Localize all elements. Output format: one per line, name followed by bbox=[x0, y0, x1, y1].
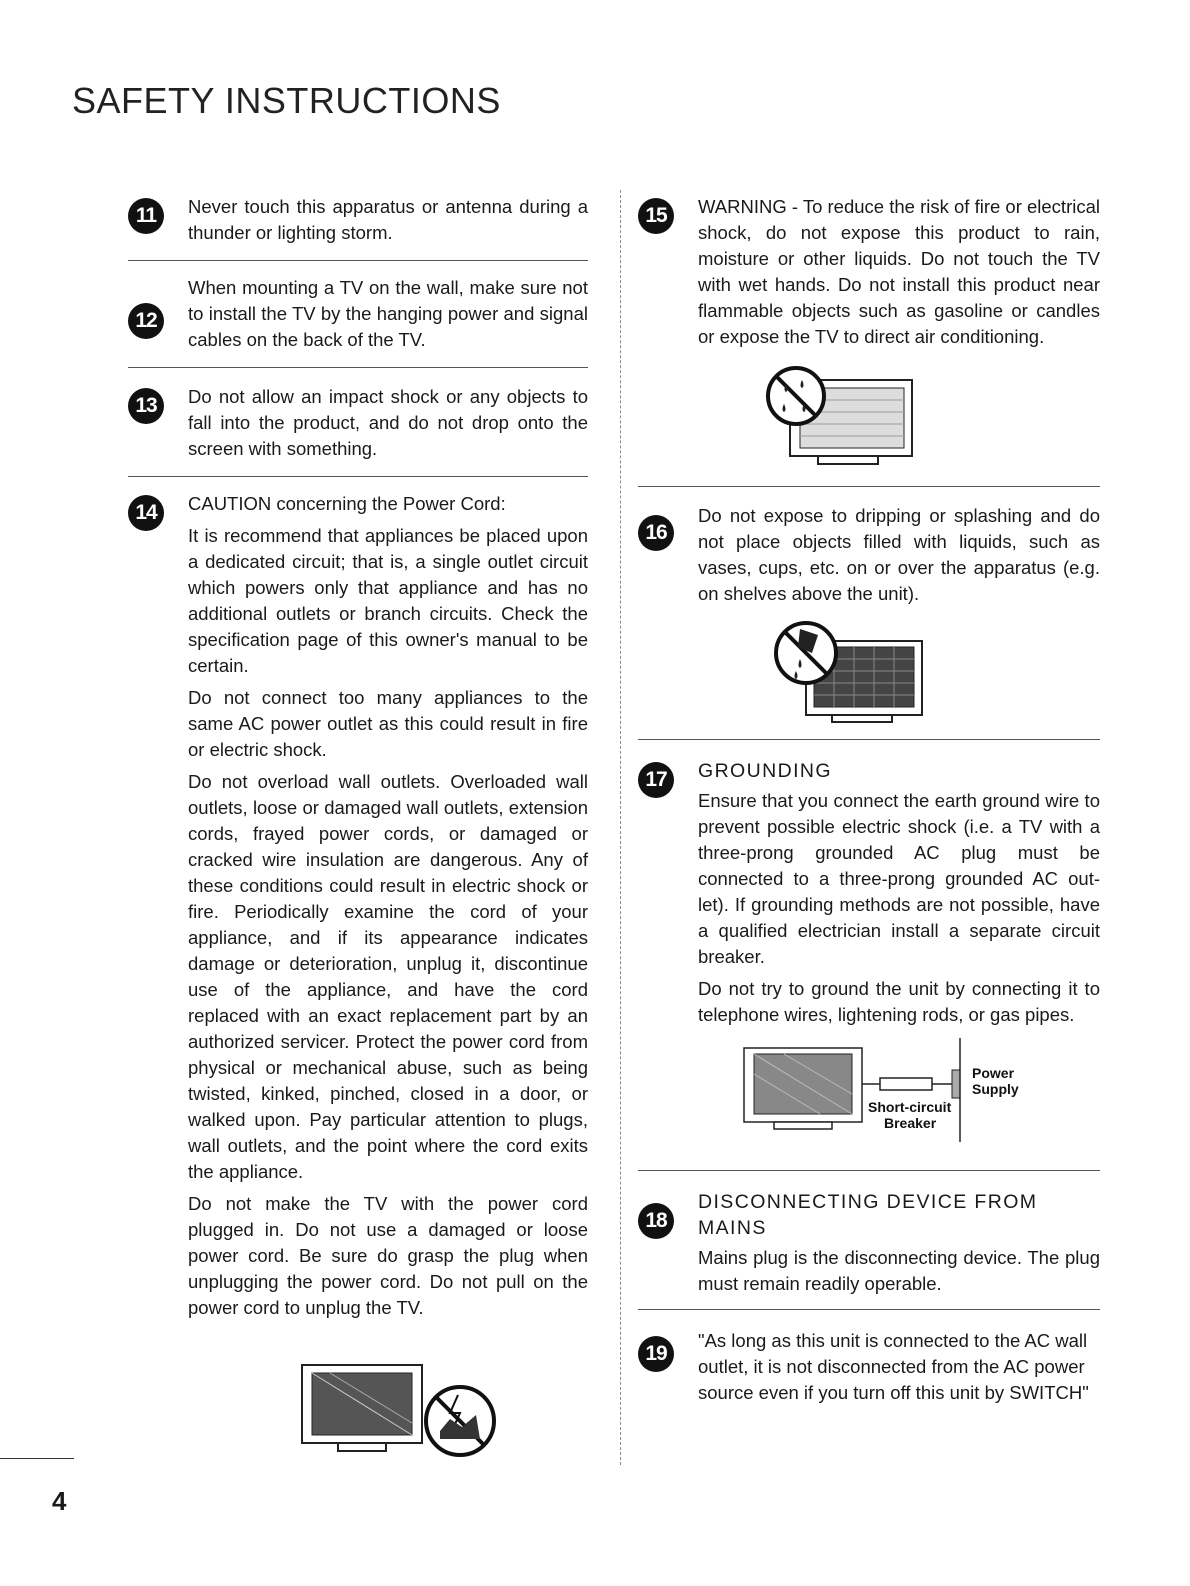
item-number-badge: 11 bbox=[128, 198, 164, 234]
section-divider bbox=[638, 1170, 1100, 1171]
safety-item-17 bbox=[638, 758, 1100, 1028]
item-number-badge: 12 bbox=[128, 303, 164, 339]
breaker-label: Breaker bbox=[884, 1115, 937, 1131]
section-divider bbox=[638, 486, 1100, 487]
page-number: 4 bbox=[52, 1486, 67, 1516]
item-text: Ensure that you connect the earth ground wire to prevent possible electric shock (i.e. a TV with a three-prong grounded AC plug must be connected to a three-prong grounded AC out-let). If grounding methods are not possible, have a qualified electrician install a separate circuit breaker. bbox=[698, 790, 1100, 967]
item-number-badge: 18 bbox=[638, 1203, 674, 1239]
supply-label: Supply bbox=[972, 1081, 1019, 1097]
safety-item-13 bbox=[128, 384, 588, 462]
no-storm-tv-illustration bbox=[300, 1361, 530, 1461]
safety-item-15 bbox=[638, 194, 1100, 350]
item-text: Do not try to ground the unit by connecting it to telephone wires, lightening rods, or gas pipes. bbox=[698, 978, 1100, 1025]
item-text: Do not overload wall outlets. Overloaded wall outlets, loose or damaged wall outlets, extension cords, frayed power cords, or damaged or cracked wire insulation are dangerous. Any of these conditions could result in electric shock or fire. Periodically examine the cord of your appliance, and if its appearance indicates damage or deterioration, unplug it, discontinue use of the appliance, and have the cord replaced with an exact replacement part by an authorized servicer. Protect the power cord from physical or mechanical abuse, such as being twisted, kinked, pinched, closed in a door, or walked upon. Pay particular attention to plugs, wall outlets, and the point where the cord exits the appliance. bbox=[188, 771, 588, 1182]
no-liquid-vase-illustration bbox=[770, 619, 930, 725]
item-text: "As long as this unit is connected to the AC wall outlet, it is not disconnected from the AC power source even if you turn off this unit by SWITCH" bbox=[698, 1330, 1089, 1403]
page-title: SAFETY INSTRUCTIONS bbox=[72, 80, 501, 121]
item-text: Do not connect too many appliances to the same AC power outlet as this could result in fire or electric shock. bbox=[188, 687, 588, 760]
section-divider bbox=[128, 260, 588, 261]
footer-rule bbox=[0, 1458, 74, 1459]
section-divider bbox=[128, 367, 588, 368]
item-text: Mains plug is the disconnecting device. The plug must remain readily operable. bbox=[698, 1247, 1100, 1294]
safety-item-16 bbox=[638, 503, 1100, 607]
item-number-badge: 14 bbox=[128, 495, 164, 531]
item-number-badge: 13 bbox=[128, 388, 164, 424]
no-water-tv-illustration bbox=[764, 364, 924, 468]
item-number-badge: 19 bbox=[638, 1336, 674, 1372]
section-divider bbox=[638, 739, 1100, 740]
left-column bbox=[128, 190, 588, 1461]
safety-item-19 bbox=[638, 1328, 1100, 1406]
short-circuit-label: Short-circuit bbox=[868, 1099, 952, 1115]
item-text: CAUTION concerning the Power Cord: bbox=[188, 493, 506, 514]
column-divider bbox=[620, 190, 621, 1465]
item-text: Do not make the TV with the power cord plugged in. Do not use a damaged or loose power cord. Be sure do grasp the plug when unplugging the power cord. Do not pull on the power cord to unplug the TV. bbox=[188, 1193, 588, 1318]
safety-item-18 bbox=[638, 1189, 1100, 1297]
safety-item-11 bbox=[128, 194, 588, 246]
item-text: It is recommend that appliances be placed upon a dedicated circuit; that is, a single outlet circuit which powers only that appliance and has no additional outlets or branch circuits. Check the specification page of this owner's manual to be certain. bbox=[188, 525, 588, 676]
section-divider bbox=[638, 1309, 1100, 1310]
item-text: Do not expose to dripping or splashing and do not place objects filled with liquids, such as vases, cups, etc. on or over the apparatus (e.g. on shelves above the unit). bbox=[698, 505, 1100, 604]
right-column bbox=[638, 190, 1100, 1412]
item-text: WARNING - To reduce the risk of fire or electrical shock, do not expose this product to rain, moisture or other liquids. Do not touch the TV with wet hands. Do not install this product near flammable objects such as gasoline or candles or expose the TV to direct air conditioning. bbox=[698, 196, 1100, 347]
item-heading: DISCONNECTING DEVICE FROM MAINS bbox=[698, 1191, 1038, 1239]
item-number-badge: 15 bbox=[638, 198, 674, 234]
power-label: Power bbox=[972, 1065, 1015, 1081]
safety-item-12 bbox=[128, 275, 588, 353]
safety-item-14 bbox=[128, 491, 588, 1321]
section-divider bbox=[128, 476, 588, 477]
grounding-diagram bbox=[740, 1038, 1030, 1148]
item-text: When mounting a TV on the wall, make sure not to install the TV by the hanging power and signal cables on the back of the TV. bbox=[188, 277, 588, 350]
item-number-badge: 17 bbox=[638, 762, 674, 798]
item-number-badge: 16 bbox=[638, 515, 674, 551]
item-heading: GROUNDING bbox=[698, 760, 832, 782]
item-text: Do not allow an impact shock or any objects to fall into the product, and do not drop onto the screen with something. bbox=[188, 386, 588, 459]
item-text: Never touch this apparatus or antenna during a thunder or lighting storm. bbox=[188, 196, 588, 243]
